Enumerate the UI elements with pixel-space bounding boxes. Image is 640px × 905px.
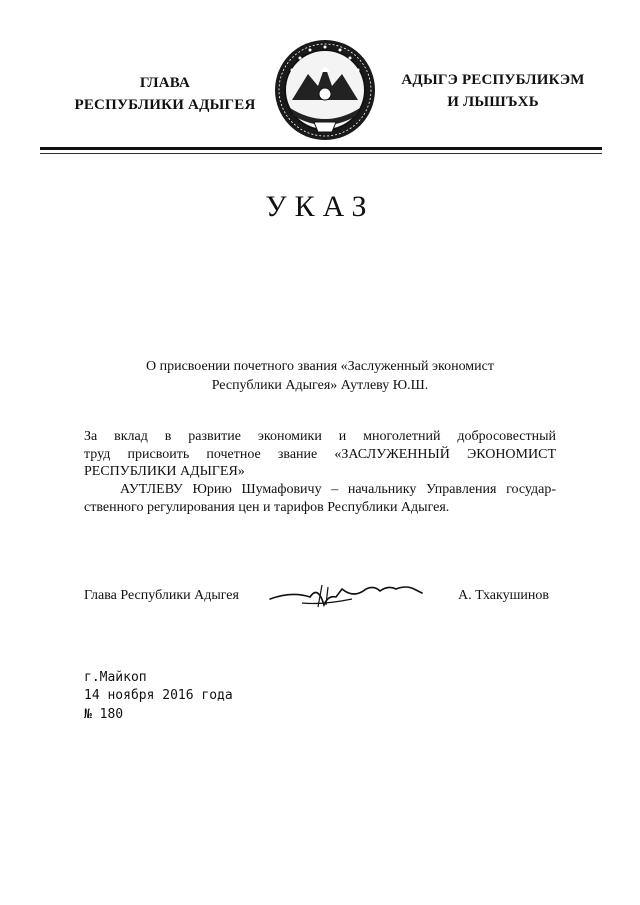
body-line-3: РЕСПУБЛИКИ АДЫГЕЯ»: [84, 464, 245, 479]
signatory-position: Глава Республики Адыгея: [84, 588, 239, 603]
header-left-line1: ГЛАВА: [139, 75, 191, 91]
body-line-5: ственного регулирования цен и тарифов Республики Адыгея.: [84, 500, 450, 515]
header-left-line2: РЕСПУБЛИКИ АДЫГЕЯ: [74, 97, 256, 113]
coat-of-arms-icon: [270, 38, 380, 142]
decree-title: УКАЗ: [265, 190, 375, 223]
issue-place: г.Майкоп: [84, 670, 147, 685]
issue-date: 14 ноября 2016 года: [84, 688, 233, 703]
subject-line-2: Республики Адыгея» Аутлеву Ю.Ш.: [211, 378, 429, 393]
handwritten-signature: [262, 575, 432, 615]
signatory-name: А. Тхакушинов: [458, 588, 549, 603]
header-right: [378, 69, 608, 113]
header-divider-thick: [40, 147, 602, 150]
header-divider-thin: [40, 153, 602, 154]
body-line-2: труд присвоить почетное звание «ЗАСЛУЖЕННЫЙ ЭКОНОМИСТ: [84, 447, 556, 462]
body-line-4: АУТЛЕВУ Юрию Шумафовичу – начальнику Управления государ-: [120, 482, 556, 497]
body-line-1: За вклад в развитие экономики и многолетний добросовестный: [84, 429, 556, 444]
header-left: [40, 72, 290, 116]
header-right-line1: АДЫГЭ РЕСПУБЛИКЭМ: [401, 72, 585, 88]
decree-number: № 180: [84, 707, 124, 722]
header-right-line2: И ЛЫШЪХЬ: [447, 94, 539, 110]
subject-line-1: О присвоении почетного звания «Заслуженный экономист: [145, 359, 494, 374]
